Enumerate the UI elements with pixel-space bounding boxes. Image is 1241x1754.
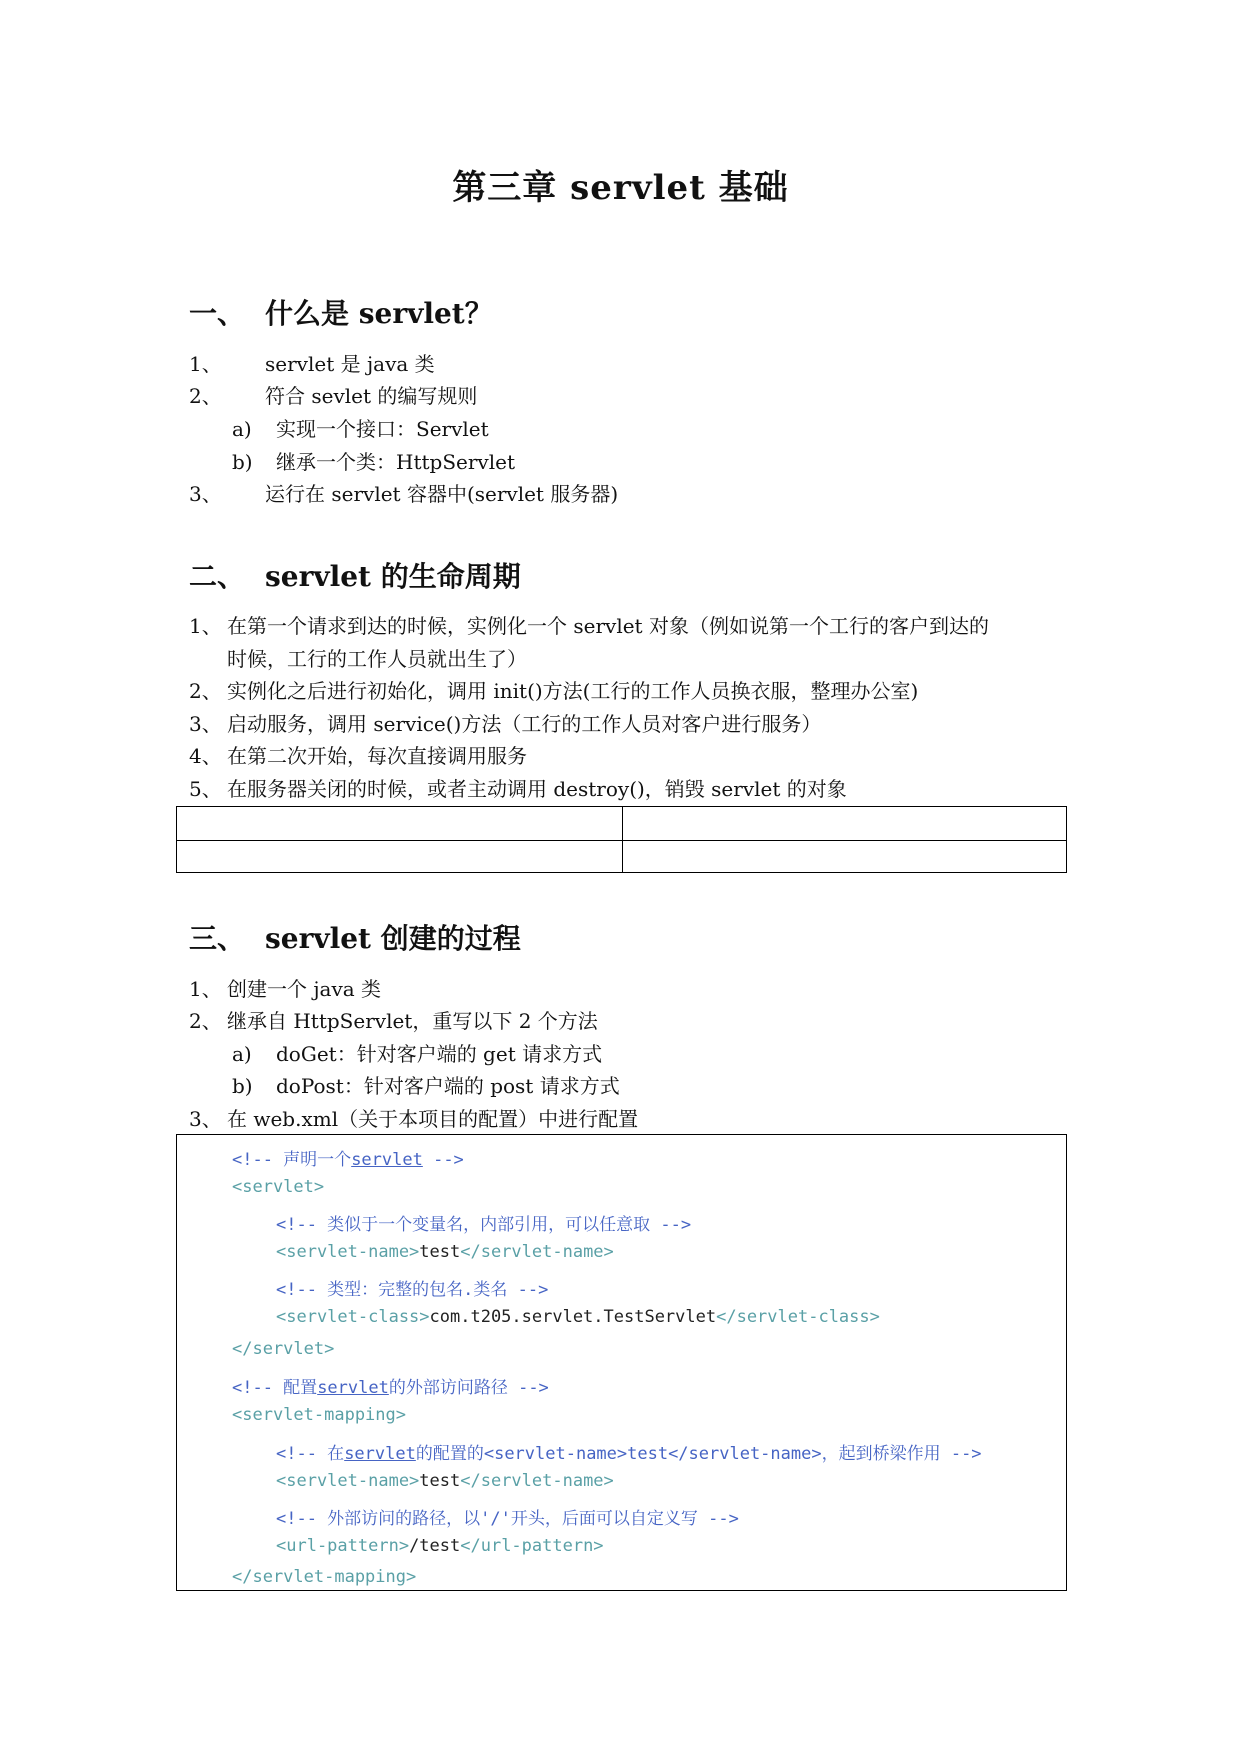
list-number: 5、 xyxy=(189,777,222,801)
code-line xyxy=(232,1177,324,1197)
list-text: 继承一个类：HttpServlet xyxy=(276,450,515,474)
code-line xyxy=(232,1373,549,1398)
code-comment-underlined: servlet xyxy=(317,1378,389,1398)
code-line xyxy=(276,1307,880,1327)
code-comment-underlined: servlet xyxy=(344,1444,416,1464)
list-letter: a) xyxy=(232,1042,252,1066)
code-text: /test xyxy=(409,1536,461,1556)
list-text: 实现一个接口：Servlet xyxy=(276,417,489,441)
section-heading-3 xyxy=(189,917,521,957)
code-text: test xyxy=(419,1242,461,1262)
section-number: 三、 xyxy=(189,922,246,955)
list-text: 在 web.xml（关于本项目的配置）中进行配置 xyxy=(227,1107,639,1131)
section-title: 什么是 servlet？ xyxy=(265,297,493,330)
list-letter: b) xyxy=(232,450,253,474)
code-comment: <!-- 声明一个 xyxy=(232,1150,352,1170)
code-comment: --> xyxy=(422,1150,464,1170)
list-letter: b) xyxy=(232,1074,253,1098)
list-text: doGet：针对客户端的 get 请求方式 xyxy=(276,1042,603,1066)
section-number: 二、 xyxy=(189,560,246,593)
code-comment: <!-- 类似于一个变量名，内部引用，可以任意取 --> xyxy=(276,1215,692,1235)
code-comment: <!-- 配置 xyxy=(232,1378,318,1398)
list-subitem xyxy=(232,446,515,475)
code-comment: <!-- 外部访问的路径，以'/'开头，后面可以自定义写 --> xyxy=(276,1509,739,1529)
list-item xyxy=(189,380,477,409)
code-tag: </url-pattern> xyxy=(460,1536,604,1556)
list-item xyxy=(189,973,381,1002)
list-item xyxy=(189,675,918,704)
code-tag: </servlet-class> xyxy=(716,1307,880,1327)
list-item xyxy=(189,478,618,507)
code-tag: </servlet-name> xyxy=(460,1471,614,1491)
code-tag: <servlet> xyxy=(232,1177,325,1197)
list-text: 启动服务，调用 service()方法（工行的工作人员对客户进行服务） xyxy=(227,712,822,736)
list-item xyxy=(189,708,821,737)
list-text: 实例化之后进行初始化，调用 init()方法(工行的工作人员换衣服，整理办公室) xyxy=(227,679,919,703)
list-number: 4、 xyxy=(189,744,222,768)
list-text: 继承自 HttpServlet，重写以下 2 个方法 xyxy=(227,1009,598,1033)
code-line xyxy=(232,1145,464,1170)
empty-table xyxy=(176,806,1067,873)
code-line xyxy=(276,1471,614,1491)
list-item-continued xyxy=(189,643,527,672)
code-tag: <servlet-mapping> xyxy=(232,1405,406,1425)
code-tag: <url-pattern> xyxy=(276,1536,410,1556)
section-heading-2 xyxy=(189,555,521,595)
code-tag: </servlet-mapping> xyxy=(232,1567,417,1587)
list-number: 3、 xyxy=(189,1107,222,1131)
list-letter: a) xyxy=(232,417,252,441)
list-number: 2、 xyxy=(189,679,222,703)
page-title: 第三章 servlet 基础 xyxy=(452,168,789,208)
code-line xyxy=(276,1504,739,1529)
list-subitem xyxy=(232,1038,602,1067)
list-number: 1、 xyxy=(189,614,222,638)
list-number: 1、 xyxy=(189,977,222,1001)
list-subitem xyxy=(232,413,489,442)
code-comment: 的外部访问路径 --> xyxy=(388,1378,549,1398)
section-title: servlet 的生命周期 xyxy=(265,560,521,593)
list-number: 2、 xyxy=(189,1009,222,1033)
list-number: 3、 xyxy=(189,482,222,506)
list-text: 在第二次开始，每次直接调用服务 xyxy=(227,744,527,768)
code-comment: 的配置的<servlet-name>test</servlet-name>，起到桥梁作用 --> xyxy=(415,1444,982,1464)
code-block xyxy=(176,1134,1067,1591)
section-number: 一、 xyxy=(189,297,246,330)
list-text: 符合 sevlet 的编写规则 xyxy=(265,384,478,408)
list-item xyxy=(189,610,989,639)
list-item xyxy=(189,348,435,377)
list-text: 在第一个请求到达的时候，实例化一个 servlet 对象（例如说第一个工行的客户到达的 xyxy=(227,614,989,638)
code-comment: <!-- 在 xyxy=(276,1444,345,1464)
list-text: servlet 是 java 类 xyxy=(265,352,435,376)
list-item xyxy=(189,773,847,802)
code-tag: <servlet-class> xyxy=(276,1307,430,1327)
code-line xyxy=(276,1275,548,1300)
code-tag: <servlet-name> xyxy=(276,1471,420,1491)
code-line xyxy=(232,1339,334,1359)
code-line xyxy=(276,1242,614,1262)
code-line xyxy=(276,1439,982,1464)
section-heading-1 xyxy=(189,292,493,332)
list-item xyxy=(189,1005,598,1034)
code-tag: <servlet-name> xyxy=(276,1242,420,1262)
list-text: doPost：针对客户端的 post 请求方式 xyxy=(276,1074,620,1098)
list-number: 2、 xyxy=(189,384,222,408)
list-number: 1、 xyxy=(189,352,222,376)
list-text: 创建一个 java 类 xyxy=(227,977,382,1001)
code-tag: </servlet-name> xyxy=(460,1242,614,1262)
code-line xyxy=(276,1536,604,1556)
list-text: 时候，工行的工作人员就出生了） xyxy=(227,647,527,671)
list-item xyxy=(189,740,527,769)
code-comment: <!-- 类型：完整的包名.类名 --> xyxy=(276,1280,549,1300)
code-text: test xyxy=(419,1471,461,1491)
list-text: 运行在 servlet 容器中(servlet 服务器) xyxy=(265,482,619,506)
list-item xyxy=(189,1103,638,1132)
list-number: 3、 xyxy=(189,712,222,736)
code-line xyxy=(276,1210,691,1235)
table-column-divider xyxy=(622,807,623,872)
code-line xyxy=(232,1567,416,1587)
code-comment-underlined: servlet xyxy=(351,1150,423,1170)
code-text: com.t205.servlet.TestServlet xyxy=(429,1307,717,1327)
code-line xyxy=(232,1405,406,1425)
code-tag: </servlet> xyxy=(232,1339,335,1359)
list-subitem xyxy=(232,1070,620,1099)
list-text: 在服务器关闭的时候，或者主动调用 destroy()，销毁 servlet 的对象 xyxy=(227,777,847,801)
section-title: servlet 创建的过程 xyxy=(265,922,521,955)
